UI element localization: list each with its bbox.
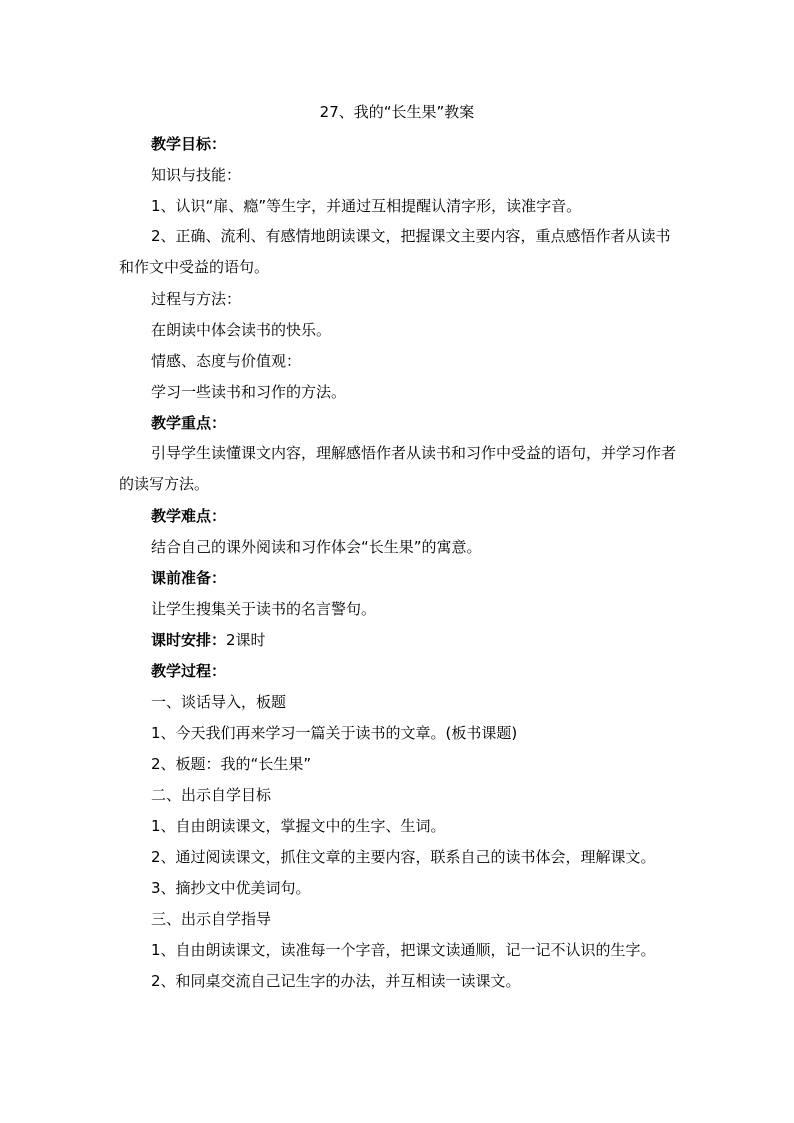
difficulty-heading: 教学难点： [151, 507, 227, 525]
schedule-text: 2课时 [226, 631, 266, 649]
section-1-item-2: 2、板题：我的“长生果” [151, 755, 312, 773]
procedure-heading: 教学过程： [151, 662, 227, 680]
section-2-item-3: 3、摘抄文中优美词句。 [151, 879, 311, 897]
knowledge-heading: 知识与技能： [151, 166, 242, 184]
section-1-title: 一、谈话导入，板题 [151, 693, 287, 711]
process-heading: 过程与方法： [151, 290, 242, 308]
prep-text: 让学生搜集关于读书的名言警句。 [151, 600, 377, 618]
section-3-title: 三、出示自学指导 [151, 910, 272, 928]
section-2-item-1: 1、自由朗读课文，掌握文中的生字、生词。 [151, 817, 446, 835]
section-3-item-1: 1、自由朗读课文，读准每一个字音，把课文读通顺，记一记不认识的生字。 [151, 941, 656, 959]
schedule-line [151, 629, 266, 651]
document-title: 27、我的“长生果”教案 [319, 103, 475, 121]
key-heading: 教学重点： [151, 414, 227, 432]
prep-heading: 课前准备： [151, 569, 227, 587]
section-2-title: 二、出示自学目标 [151, 786, 272, 804]
schedule-heading: 课时安排： [151, 631, 227, 649]
knowledge-item-1: 1、认识“扉、瘾”等生字，并通过互相提醒认清字形，读准字音。 [151, 197, 582, 215]
process-text: 在朗读中体会读书的快乐。 [151, 321, 332, 339]
emotion-text: 学习一些读书和习作的方法。 [151, 383, 347, 401]
section-1-item-1: 1、今天我们再来学习一篇关于读书的文章。(板书课题) [151, 724, 518, 742]
key-text: 引导学生读懂课文内容，理解感悟作者从读书和习作中受益的语句，并学习作者的读写方法。 [119, 444, 677, 493]
knowledge-item-2: 2、正确、流利、有感情地朗读课文，把握课文主要内容，重点感悟作者从读书和作文中受益的语句。 [119, 227, 671, 276]
emotion-heading: 情感、态度与价值观： [151, 352, 302, 370]
section-2-item-2: 2、通过阅读课文，抓住文章的主要内容，联系自己的读书体会，理解课文。 [151, 848, 656, 866]
goals-heading: 教学目标： [151, 135, 227, 153]
difficulty-text: 结合自己的课外阅读和习作体会“长生果”的寓意。 [151, 538, 482, 556]
section-3-item-2: 2、和同桌交流自己记生字的办法，并互相读一读课文。 [151, 972, 521, 990]
